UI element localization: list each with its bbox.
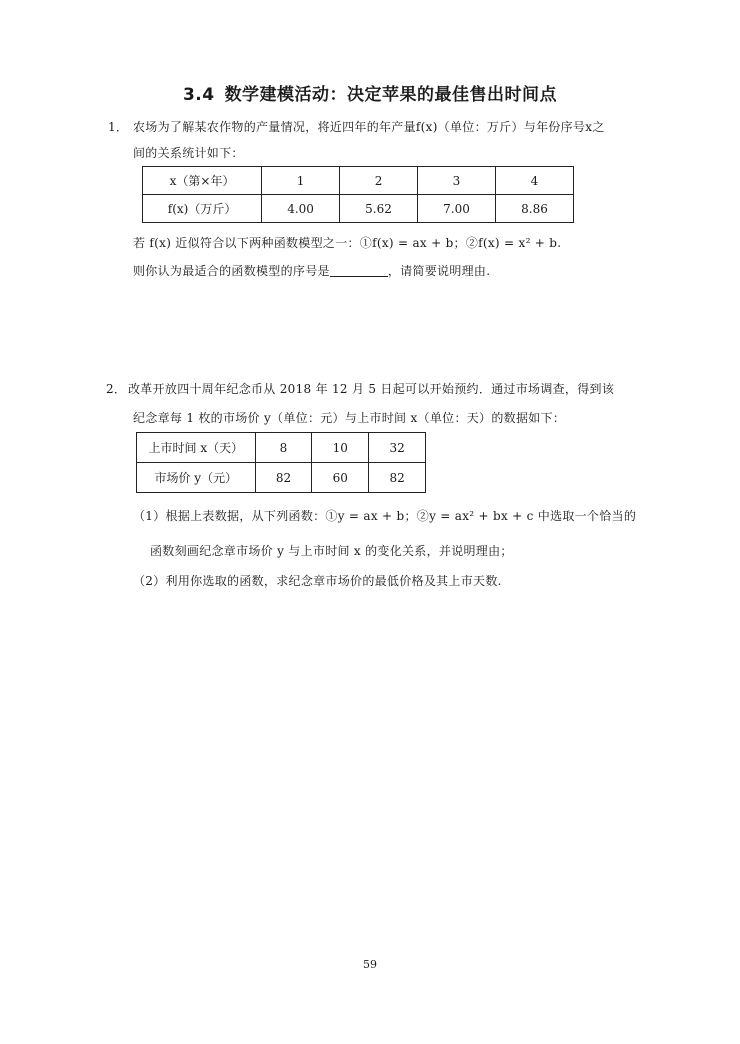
table-row	[137, 463, 426, 493]
q2-sub1-line2: 函数刻画纪念章市场价 y 与上市时间 x 的变化关系，并说明理由；	[150, 544, 513, 558]
table-cell: 市场价 y（元）	[137, 463, 256, 493]
q1-line4-suffix: ，请简要说明理由.	[387, 264, 491, 278]
table-cell: f(x)（万斤）	[143, 195, 262, 223]
q2-number: 2．	[106, 382, 127, 396]
q1-line3: 若 f(x) 近似符合以下两种函数模型之一：①f(x) = ax + b；②f(x) = x² + b.	[133, 236, 562, 250]
table-header-cell: 32	[369, 433, 426, 463]
table-row	[143, 195, 574, 223]
q1-data-table	[142, 166, 574, 223]
table-cell: 5.62	[340, 195, 418, 223]
section-number: 3.4	[182, 85, 215, 105]
table-cell: 4.00	[262, 195, 340, 223]
q2-line1: 改革开放四十周年纪念币从 2018 年 12 月 5 日起可以开始预约．通过市场调查，得到该	[128, 382, 615, 396]
table-cell: 8.86	[495, 195, 573, 223]
table-header-cell: 1	[262, 167, 340, 195]
q2-sub1-line1: （1）根据上表数据，从下列函数：①y = ax + b；②y = ax² + bx + c 中选取一个恰当的	[133, 509, 637, 523]
table-header-cell: 上市时间 x（天）	[137, 433, 256, 463]
q2-line2: 纪念章每 1 枚的市场价 y（单位：元）与上市时间 x（单位：天）的数据如下：	[133, 411, 566, 425]
table-header-cell: x（第×年）	[143, 167, 262, 195]
q1-number: 1．	[108, 120, 129, 134]
table-row	[137, 433, 426, 463]
table-cell: 82	[255, 463, 312, 493]
section-title: 数学建模活动：决定苹果的最佳售出时间点	[224, 85, 558, 105]
table-cell: 82	[369, 463, 426, 493]
q1-line4	[133, 262, 490, 279]
table-header-cell: 2	[340, 167, 418, 195]
table-cell: 7.00	[418, 195, 496, 223]
q1-line4-prefix: 则你认为最适合的函数模型的序号是	[133, 264, 330, 278]
table-header-cell: 4	[495, 167, 573, 195]
table-header-cell: 8	[255, 433, 312, 463]
q1-line2: 间的关系统计如下：	[133, 146, 244, 160]
q2-data-table	[136, 432, 426, 493]
table-row	[143, 167, 574, 195]
answer-blank	[330, 264, 388, 277]
q1-line1: 农场为了解某农作物的产量情况，将近四年的年产量f(x)（单位：万斤）与年份序号x之	[133, 120, 605, 134]
table-cell: 60	[312, 463, 369, 493]
q2-sub2: （2）利用你选取的函数，求纪念章市场价的最低价格及其上市天数.	[133, 574, 502, 588]
table-header-cell: 3	[418, 167, 496, 195]
page-number: 59	[363, 958, 377, 971]
page-title	[0, 80, 740, 105]
table-header-cell: 10	[312, 433, 369, 463]
